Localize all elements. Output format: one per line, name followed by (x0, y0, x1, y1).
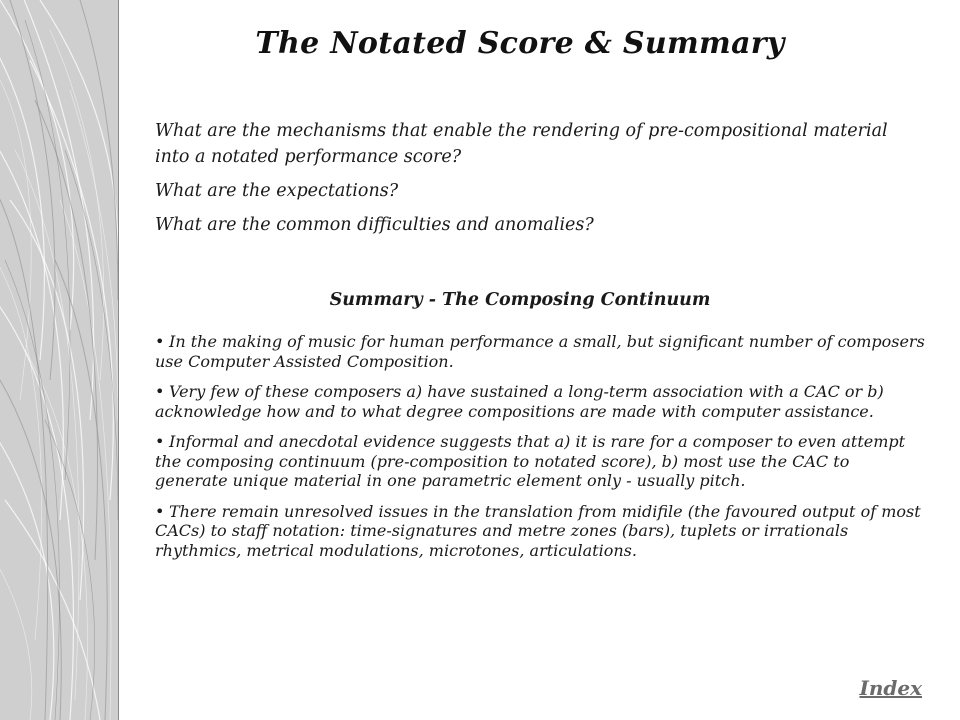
bullet-item (155, 332, 925, 371)
index-link[interactable]: Index (859, 676, 922, 700)
bullet-item (155, 432, 925, 491)
bullet-icon: • (155, 332, 165, 351)
decorative-grass-panel (0, 0, 118, 720)
summary-bullet-list (155, 332, 925, 571)
slide-title: The Notated Score & Summary (255, 26, 785, 61)
bullet-text: In the making of music for human performance a small, but significant number of composers use Computer Assisted Composition. (155, 332, 925, 371)
bullet-icon: • (155, 382, 165, 401)
question-mechanisms: What are the mechanisms that enable the rendering of pre-compositional material into a notated performance score? (155, 121, 888, 167)
question-expectations: What are the expectations? (155, 181, 399, 201)
panel-divider (118, 0, 119, 720)
bullet-text: Very few of these composers a) have sustained a long-term association with a CAC or b) acknowledge how and to what degree compositions are made with computer assistance. (155, 382, 884, 421)
bullet-icon: • (155, 501, 165, 521)
bullet-text: Informal and anecdotal evidence suggests that a) it is rare for a composer to even attempt the composing continuum (pre-composition to notated score), b) most use the CAC to generate unique material in one parametric element only - usually pitch. (155, 432, 906, 490)
question-difficulties: What are the common difficulties and anomalies? (155, 215, 594, 235)
summary-heading: Summary - The Composing Continuum (329, 290, 711, 310)
bullet-item (155, 382, 925, 421)
question-list (155, 118, 925, 246)
bullet-text: There remain unresolved issues in the translation from midifile (the favoured output of most CACs) to staff notation: time-signatures and metre zones (bars), tuplets or irrationals rhythmics, metrical modulations, microtones, articulations. (155, 501, 921, 560)
bullet-icon: • (155, 432, 165, 451)
bullet-item (155, 502, 925, 561)
grass-texture-image (0, 0, 118, 720)
